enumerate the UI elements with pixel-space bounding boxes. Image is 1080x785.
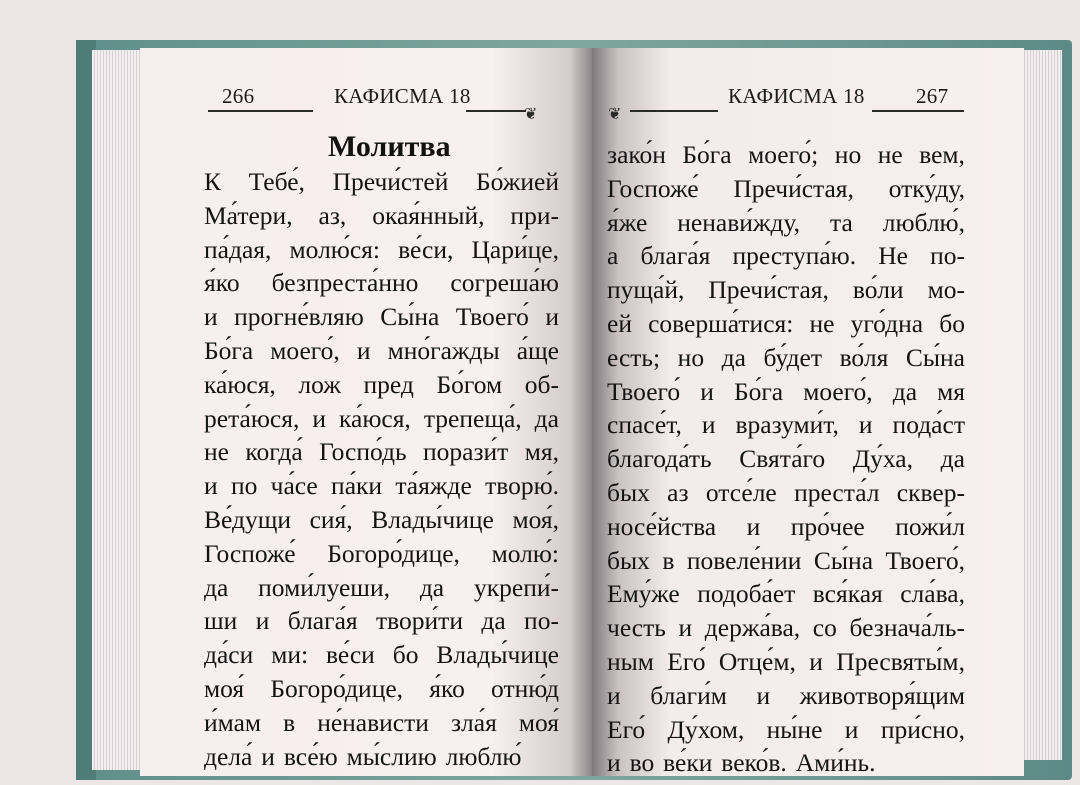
left-page-text-line	[204, 368, 559, 402]
text-word: аз	[667, 477, 689, 507]
left-header-ornament-icon: ❦	[524, 106, 538, 123]
text-word: Пресвяты́м,	[836, 646, 965, 676]
text-word: во́ли	[852, 275, 904, 305]
right-page-number: 267	[916, 84, 949, 108]
right-page-text-line	[607, 713, 965, 747]
left-page-text-line	[204, 503, 559, 537]
text-word: Твоего́	[607, 376, 681, 406]
text-word: па́ки	[331, 471, 383, 501]
text-word: Ему́же	[607, 579, 680, 609]
right-page-text	[607, 138, 965, 780]
text-word: Пречи́стей	[332, 167, 449, 196]
text-word: сия́,	[309, 504, 353, 534]
text-word: ча́се	[270, 471, 318, 501]
text-word: да	[419, 572, 445, 602]
text-word: и	[701, 410, 716, 440]
text-word: и	[700, 376, 714, 406]
text-word: безпреста́нно	[271, 268, 419, 298]
text-word: спасе́т,	[607, 410, 682, 440]
right-page-text-line	[607, 476, 965, 510]
text-word: рета́юся,	[204, 403, 300, 433]
text-word: благи́м	[650, 680, 727, 710]
text-word: Пречи́стая,	[708, 275, 829, 305]
text-word: укрепи́-	[473, 572, 559, 602]
text-word: и	[204, 302, 218, 332]
left-page-text-line	[204, 740, 559, 774]
left-page-text	[204, 165, 559, 773]
text-word: да́си	[204, 640, 254, 670]
right-page-text-line	[607, 577, 965, 611]
right-page-text-line	[607, 611, 965, 645]
left-page-text-line	[204, 638, 559, 672]
left-page-text-line	[204, 402, 559, 436]
right-header-rule-a	[630, 110, 718, 112]
text-word: Влады́чице	[371, 504, 494, 534]
left-page-text-line	[204, 334, 559, 368]
text-word: и	[545, 302, 559, 332]
text-word: Твоего́	[455, 302, 529, 332]
text-word: окая́нный,	[372, 200, 485, 230]
left-page-text-line	[204, 300, 559, 334]
text-word: бо	[392, 640, 419, 670]
text-word: при-	[510, 200, 559, 230]
text-word: и	[756, 680, 771, 710]
text-word: вем,	[919, 140, 965, 169]
text-word: и	[204, 471, 218, 501]
left-page-text-line	[204, 469, 559, 503]
text-word: все́ю	[283, 741, 338, 771]
text-word: не	[809, 308, 835, 338]
text-word: и	[255, 606, 270, 636]
text-word: ка́юся,	[339, 403, 411, 433]
text-word: веко́в.	[721, 748, 787, 778]
left-page-text-line	[204, 165, 559, 199]
right-page-text-line	[607, 341, 965, 375]
left-header-rule-b	[466, 110, 526, 112]
text-word: Его́	[607, 714, 646, 744]
text-word: подоба́ет	[697, 579, 796, 609]
text-word: зако́н	[607, 140, 666, 169]
text-word: да	[534, 403, 559, 433]
text-word: та́яжде	[395, 471, 472, 501]
prayer-heading: Молитва	[328, 130, 451, 163]
text-word: Ма́тери,	[204, 200, 293, 230]
text-word: пред	[363, 369, 414, 399]
text-word: бых	[607, 477, 650, 507]
text-word: люблю́,	[882, 207, 965, 237]
text-word: Бо́га	[682, 140, 732, 169]
text-word: носе́йства	[607, 511, 717, 541]
right-page-text-line	[607, 206, 965, 240]
text-word: ве́ки	[663, 748, 713, 778]
text-word: Не	[878, 241, 908, 271]
text-word: Сы́на	[380, 302, 440, 332]
text-word: ве́си,	[398, 234, 454, 264]
left-header-rule-a	[208, 110, 313, 112]
text-word: я́ко	[204, 268, 240, 298]
text-word: Влады́чице	[436, 640, 559, 670]
text-word: и	[356, 335, 371, 365]
right-page-text-line	[607, 679, 965, 713]
text-word: со	[812, 613, 837, 643]
right-page-text-line	[607, 172, 965, 206]
text-word: ве́си	[325, 640, 375, 670]
right-header-rule-b	[872, 110, 964, 112]
text-word: благода́ть	[607, 444, 712, 474]
text-word: есть;	[607, 342, 661, 372]
text-word: мя	[937, 376, 965, 406]
text-word: животворя́щим	[799, 680, 965, 710]
right-page-text-line	[607, 138, 965, 172]
left-page-text-line	[204, 604, 559, 638]
text-word: отку́ду,	[888, 173, 965, 203]
text-word: ми:	[271, 640, 309, 670]
left-page-text-line	[204, 435, 559, 469]
text-word: а	[607, 241, 619, 271]
text-word: безнача́ль-	[849, 613, 965, 643]
text-word: та	[830, 207, 853, 237]
right-page-text-line	[607, 442, 965, 476]
text-word: по-	[930, 241, 965, 271]
text-word: в	[662, 545, 675, 575]
text-word: Бо́га	[204, 335, 254, 365]
left-page-text-line	[204, 672, 559, 706]
text-word: Ве́дущи	[204, 504, 291, 534]
text-word: Ами́нь.	[795, 748, 876, 778]
text-word: пуща́й,	[607, 275, 685, 305]
text-word: отню́д	[491, 673, 559, 703]
text-word: соверша́тися:	[648, 308, 794, 338]
left-page-text-line	[204, 233, 559, 267]
text-word: не	[204, 437, 229, 467]
text-word: Тебе́,	[248, 167, 305, 196]
text-word: и	[678, 613, 693, 643]
text-word: блага́я	[287, 606, 358, 636]
text-word: да	[940, 444, 965, 474]
text-word: отсе́ле	[705, 477, 777, 507]
text-word: уго́дна	[850, 308, 924, 338]
text-word: и	[746, 511, 761, 541]
text-word: да	[892, 376, 918, 406]
right-running-head: КАФИСМА 18	[728, 84, 865, 108]
text-word: я́ко	[429, 673, 465, 703]
text-word: моего́,	[270, 335, 340, 365]
text-word: Пречи́стая,	[733, 173, 854, 203]
text-word: ка́юся,	[204, 369, 276, 399]
text-word: лож	[298, 369, 341, 399]
text-word: ей	[607, 308, 632, 338]
left-page-text-line	[204, 537, 559, 571]
text-word: согреша́ю	[450, 268, 559, 298]
text-word: Госпоже́	[607, 173, 699, 203]
right-page-text-line	[607, 307, 965, 341]
text-word: Сы́на	[905, 342, 965, 372]
text-word: но	[834, 140, 862, 169]
text-word: а́ще	[516, 335, 559, 365]
text-word: Бо́жией	[476, 167, 559, 196]
text-word: люблю́	[445, 741, 522, 771]
text-word: Богоро́дице,	[327, 538, 460, 568]
right-page-text-line	[607, 746, 965, 780]
text-word: когда́	[245, 437, 303, 467]
text-word: преступа́ю.	[732, 241, 857, 271]
text-word: прогне́вляю	[234, 302, 364, 332]
text-word: бу́дет	[763, 342, 823, 372]
text-word: ны́не	[766, 714, 823, 744]
right-header-ornament-icon: ❦	[608, 106, 622, 123]
text-word: ши	[204, 606, 238, 636]
text-word: порази́т	[423, 437, 509, 467]
text-word: повеле́нии	[686, 545, 802, 575]
text-word: моя́,	[512, 504, 559, 534]
right-page-text-line	[607, 544, 965, 578]
text-word: и	[844, 714, 859, 744]
text-word: об-	[524, 369, 559, 399]
text-word: по	[230, 471, 258, 501]
text-word: и	[607, 748, 621, 778]
text-word: Свята́го	[739, 444, 826, 474]
text-word: преста́л	[794, 477, 880, 507]
text-word: вся́кая	[812, 579, 883, 609]
text-word: при́сно,	[880, 714, 965, 744]
text-word: моя́	[204, 673, 245, 703]
text-word: моя́	[518, 707, 559, 737]
text-word: ненави́жду,	[677, 207, 801, 237]
text-word: творю́.	[485, 471, 559, 501]
text-word: но	[677, 342, 705, 372]
right-page-text-line	[607, 273, 965, 307]
text-word: па́дая,	[204, 234, 272, 264]
text-word: и́мам	[204, 707, 262, 737]
text-word: в	[283, 707, 296, 737]
text-word: Ду́хом,	[667, 714, 745, 744]
left-page-number: 266	[222, 84, 255, 108]
text-word: бо	[939, 308, 965, 338]
text-word: вразуми́т,	[735, 410, 839, 440]
text-word: моего́;	[748, 140, 819, 169]
text-word: не́нависти	[317, 707, 429, 737]
text-word: и	[312, 403, 326, 433]
text-word: мо-	[927, 275, 965, 305]
text-word: моего́,	[803, 376, 873, 406]
text-word: аз,	[318, 200, 347, 230]
text-word: и	[607, 680, 621, 710]
text-word: Госпоже́	[204, 538, 296, 568]
left-page-text-line	[204, 571, 559, 605]
text-word: Госпо́дь	[319, 437, 407, 467]
text-word: и	[261, 741, 275, 771]
text-word: твори́ти	[376, 606, 463, 636]
text-word: Бо́гом	[436, 369, 503, 399]
text-word: не	[877, 140, 903, 169]
left-page-text-line	[204, 706, 559, 740]
text-word: да	[721, 342, 746, 372]
text-word: и	[858, 410, 873, 440]
text-word: Ду́ха,	[852, 444, 914, 474]
left-page-text-line	[204, 199, 559, 233]
text-word: во́ля	[839, 342, 889, 372]
text-word: пожи́л	[895, 511, 965, 541]
text-word: Твоего́,	[885, 545, 965, 575]
left-page-text-line	[204, 266, 559, 300]
text-word: мя,	[524, 437, 559, 467]
text-word: пода́ст	[892, 410, 965, 440]
text-word: и	[809, 646, 823, 676]
text-word: Богоро́дице,	[270, 673, 404, 703]
text-word: во	[629, 748, 655, 778]
left-running-head: КАФИСМА 18	[334, 84, 471, 108]
right-page-text-line	[607, 645, 965, 679]
text-word: Сы́на	[813, 545, 874, 575]
text-word: сла́ва,	[900, 579, 965, 609]
text-word: честь	[607, 613, 666, 643]
right-page-text-line	[607, 510, 965, 544]
text-word: бых	[607, 545, 650, 575]
text-word: да	[481, 606, 506, 636]
text-word: я́же	[607, 207, 648, 237]
text-word: ным	[607, 646, 654, 676]
text-word: про́чее	[790, 511, 865, 541]
text-word: блага́я	[640, 241, 711, 271]
text-word: молю́ся:	[289, 234, 380, 264]
right-page-text-line	[607, 239, 965, 273]
text-word: держа́ва,	[704, 613, 801, 643]
text-word: Его́	[667, 646, 706, 676]
text-word: по-	[524, 606, 559, 636]
text-word: мно́гажды	[387, 335, 500, 365]
text-word: Бо́га	[733, 376, 784, 406]
text-word: Отце́м,	[718, 646, 796, 676]
text-word: поми́луеши,	[258, 572, 390, 602]
right-page-text-line	[607, 375, 965, 409]
text-word: зла́я	[450, 707, 497, 737]
text-word: К	[204, 167, 222, 196]
right-page-text-line	[607, 408, 965, 442]
text-word: Цари́це,	[471, 234, 559, 264]
text-word: молю́:	[491, 538, 559, 568]
text-word: мы́слию	[346, 741, 437, 771]
text-word: дела́	[204, 741, 253, 771]
text-word: трепеща́,	[423, 403, 522, 433]
text-word: да	[204, 572, 229, 602]
text-word: сквер-	[896, 477, 965, 507]
